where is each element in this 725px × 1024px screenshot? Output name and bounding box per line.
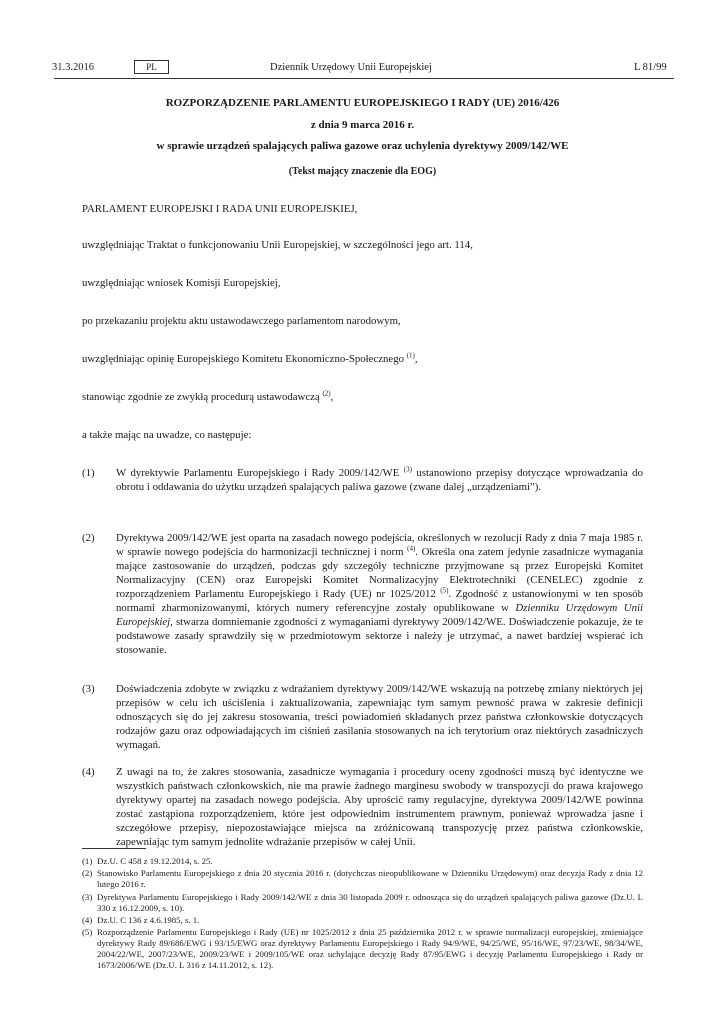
preamble-whereas: a także mając na uwadze, co następuje: xyxy=(82,429,252,441)
recital-3: Doświadczenia zdobyte w związku z wdrażaniem dyrektywy 2009/142/WE wskazują na potrzebę zmiany niektórych jej przepisów w celu ich uściślenia i zaktualizowania, zapewniając tym samym pewność prawa w zakresie definicji odnoszących się do jej zakresu stosowania, treści powiadomień składanych przez państwa członkowskie dotyczących rodzajów gazu oraz odpowiadających im ciśnień zasilania stosowanych na ich terytorium oraz niektórych zasadniczych wymagań. xyxy=(116,683,643,751)
recital-1-text-b: ustanowiono przepisy dotyczące wprowadzania do obrotu i oddawania do użytku urządzeń spalających paliwa gazowe (zwane dalej „urządzeniami”). xyxy=(116,467,643,493)
footnote-number: (4) xyxy=(82,915,93,925)
recital-2-text-d: , stwarza domniemanie zgodności z wymaganiami dyrektywy 2009/142/WE. Doświadczenie pokazuje, że te podstawowe zasady sprawdziły się w przedmiotowym sektorze i należy je utrzymać, a nawet bardziej wspierać ich stosowanie. xyxy=(116,616,643,656)
recital-2-text-c: . Zgodność z ustanowionymi w ten sposób normami zharmonizowanymi, których numery referencyjne zostały opublikowane w xyxy=(116,588,643,614)
footnote-number: (3) xyxy=(82,892,93,902)
preamble-citation-eesc xyxy=(82,352,418,366)
preamble-citation-eesc-text: uwzględniając opinię Europejskiego Komitetu Ekonomiczno-Społecznego xyxy=(82,353,405,365)
recital-number: (3) xyxy=(82,683,95,695)
preamble-citation-eesc-end: , xyxy=(414,353,418,365)
footnote-4: Dz.U. C 136 z 4.6.1985, s. 1. xyxy=(97,915,200,925)
journal-name: Dziennik Urzędowy Unii Europejskiej xyxy=(270,62,432,73)
footnote-2: Stanowisko Parlamentu Europejskiego z dnia 20 stycznia 2016 r. (dotychczas nieopublikowane w Dzienniku Urzędowym) oraz decyzja Rady z dnia 12 lutego 2016 r. xyxy=(97,868,643,889)
footnote-3: Dyrektywa Parlamentu Europejskiego i Rady 2009/142/WE z dnia 30 listopada 2009 r. odnosząca się do urządzeń spalających paliwa gazowe (Dz.U. L 330 z 16.12.2009, s. 10). xyxy=(97,892,643,913)
footnote-ref-2[interactable]: (2) xyxy=(322,389,331,398)
footnote-ref-4[interactable]: (4) xyxy=(407,544,416,553)
recital-1 xyxy=(116,466,643,494)
footnote-number: (1) xyxy=(82,856,93,866)
preamble-citation-treaty: uwzględniając Traktat o funkcjonowaniu Unii Europejskiej, w szczególności jego art. 114, xyxy=(82,239,473,251)
language-badge: PL xyxy=(134,60,169,74)
footnote-5: Rozporządzenie Parlamentu Europejskiego i Rady (UE) nr 1025/2012 z dnia 25 października 2012 r. w sprawie normalizacji europejskiej, zmieniające dyrektywy Rady 89/686/EWG i 93/15/EWG oraz dyrektywy Parlamentu Europejskiego i Rady 94/9/WE, 94/25/WE, 95/16/WE, 97/23/WE, 98/34/WE, 2004/22/WE, 2007/23/WE, 2009/23/WE i 2009/105/WE oraz uchylające decyzję Rady 87/95/EWG i decyzję Parlamentu Europejskiego i Rady nr 1673/2006/WE (Dz.U. L 316 z 14.11.2012, s. 12). xyxy=(97,927,643,970)
document-title: ROZPORZĄDZENIE PARLAMENTU EUROPEJSKIEGO I RADY (UE) 2016/426 xyxy=(165,97,560,109)
recital-2-text-a: Dyrektywa 2009/142/WE jest oparta na zasadach nowego podejścia, określonych w rezolucji Rady z dnia 7 maja 1985 r. w sprawie nowego podejścia do harmonizacji technicznej i norm xyxy=(116,532,643,558)
recital-number: (4) xyxy=(82,766,95,778)
recital-number: (2) xyxy=(82,532,95,544)
eea-relevance: (Tekst mający znaczenie dla EOG) xyxy=(288,166,437,177)
recital-2-text-b: . Określa ona zatem jedynie zasadnicze wymagania mające zastosowanie do urządzeń, podczas gdy szczegóły techniczne przyjmowane są przez Europejski Komitet Normalizacyjny (CEN) oraz Europejski Komitet Normalizacyjny Elektrotechniki (CENELEC) zgodnie z rozporządzeniem Parlamentu Europejskiego i Rady (UE) nr 1025/2012 xyxy=(116,546,643,600)
footnote-number: (2) xyxy=(82,868,93,878)
header-rule xyxy=(54,78,674,79)
recital-2 xyxy=(116,531,643,657)
preamble-citation-proposal: uwzględniając wniosek Komisji Europejskiej, xyxy=(82,277,281,289)
document-date: z dnia 9 marca 2016 r. xyxy=(310,119,415,131)
preamble-citation-procedure-text: stanowiąc zgodnie ze zwykłą procedurą ustawodawczą xyxy=(82,391,320,403)
preamble-citation-national-parliaments: po przekazaniu projektu aktu ustawodawczego parlamentom narodowym, xyxy=(82,315,401,327)
recital-number: (1) xyxy=(82,467,95,479)
document-subject: w sprawie urządzeń spalających paliwa gazowe oraz uchylenia dyrektywy 2009/142/WE xyxy=(156,140,569,152)
page-number: L 81/99 xyxy=(634,62,667,73)
preamble-citation-procedure-end: , xyxy=(330,391,334,403)
recital-4: Z uwagi na to, że zakres stosowania, zasadnicze wymagania i procedury oceny zgodności muszą być identyczne we wszystkich państwach członkowskich, nie ma prawie żadnego marginesu swobody w transpozycji do prawa krajowego dyrektywy opartej na zasadach nowego podejścia. Aby uprościć ramy regulacyjne, dyrektywa 2009/142/WE powinna zostać zastąpiona rozporządzeniem, które jest odpowiednim instrumentem prawnym, ponieważ wprowadza jasne i szczegółowe przepisy, niepozostawiające miejsca na zróżnicowaną transpozycję przez państwa członkowskie, zapewniając tym samym jednolite wdrażanie przepisów w całej Unii. xyxy=(116,766,643,848)
footnote-1: Dz.U. C 458 z 19.12.2014, s. 25. xyxy=(97,856,213,866)
header-date: 31.3.2016 xyxy=(52,62,94,73)
footnote-number: (5) xyxy=(82,927,93,937)
official-journal-name: Dzienniku Urzędowym Unii Europejskiej xyxy=(116,602,643,628)
preamble-citation-procedure xyxy=(82,390,333,404)
footnote-separator xyxy=(82,848,146,849)
preamble-authors: PARLAMENT EUROPEJSKI I RADA UNII EUROPEJSKIEJ, xyxy=(82,203,358,215)
footnote-ref-5[interactable]: (5) xyxy=(440,586,449,595)
footnote-ref-1[interactable]: (1) xyxy=(406,351,415,360)
recital-1-text-a: W dyrektywie Parlamentu Europejskiego i Rady 2009/142/WE xyxy=(116,467,404,479)
footnote-ref-3[interactable]: (3) xyxy=(403,465,412,474)
